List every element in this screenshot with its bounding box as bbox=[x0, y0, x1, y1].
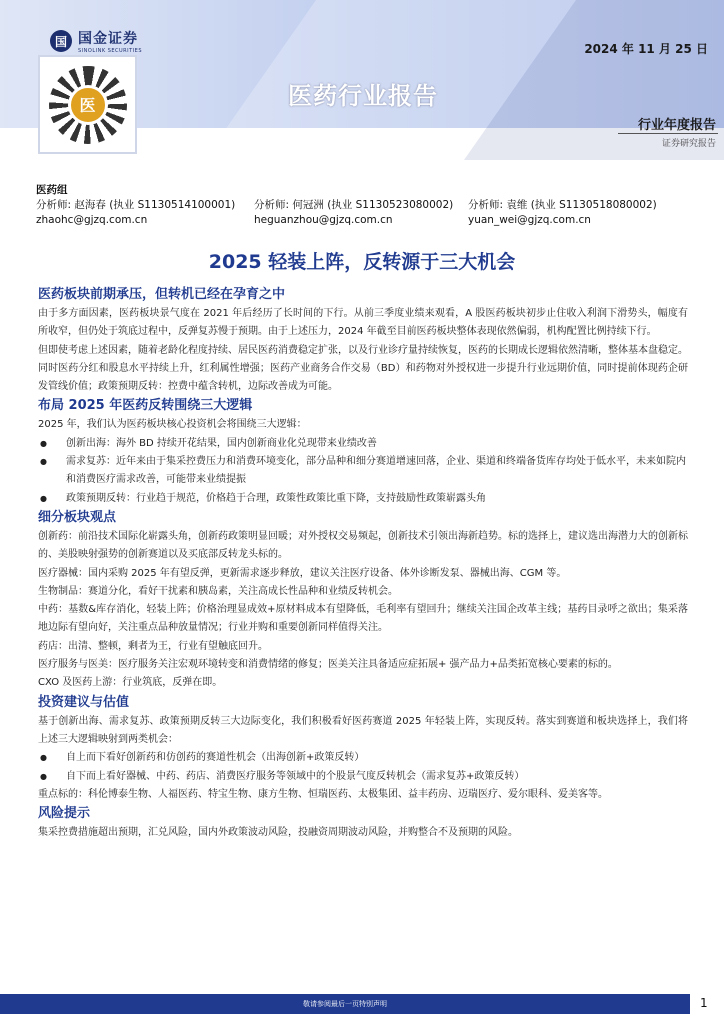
paragraph: 2025 年，我们认为医药板块核心投资机会将围绕三大逻辑： bbox=[38, 419, 307, 431]
divider bbox=[618, 133, 718, 134]
paragraph: 生物制品：赛道分化，看好干扰素和胰岛素，关注高成长性品种和业绩反转机会。 bbox=[38, 585, 398, 597]
paragraph: CXO 及医药上游：行业筑底，反弹在即。 bbox=[38, 677, 223, 689]
analyst-email[interactable]: zhaohc@gjzq.com.cn bbox=[36, 214, 148, 226]
paragraph: 医疗器械：国内采购 2025 年有望反弹，更新需求逐步释放，建议关注医疗设备、体外诊断发泵、器械出海、CGM 等。 bbox=[38, 567, 567, 579]
page-number: 1 bbox=[700, 996, 708, 1010]
list-item: ● 自上而下看好创新药和仿创药的赛道性机会（出海创新+政策反转） bbox=[38, 749, 688, 767]
analyst-email[interactable]: heguanzhou@gjzq.com.cn bbox=[254, 214, 393, 226]
analyst-label: 分析师: 何冠洲 (执业 S1130523080002) bbox=[254, 199, 454, 211]
paragraph: 由于多方面因素，医药板块景气度在 2021 年后经历了长时间的下行。从前三季度业绩来观看，A 股医药板块初步止住收入利润下滑势头，幅度有所收窄，但仍处于筑底过程中，反弹复苏慢于预期。由于上述压力，2024 年截至目前医药板块整体表现依然偏弱，机构配置比例持续下行。 bbox=[38, 308, 688, 338]
paragraph: 基于创新出海、需求复苏、政策预期反转三大边际变化，我们积极看好医药赛道 2025 年轻装上阵，实现反转。落实到赛道和板块选择上，我们将上述三大逻辑映射到两类机会： bbox=[38, 715, 688, 745]
qr-code-icon bbox=[38, 55, 137, 154]
logo-text-en: SINOLINK SECURITIES bbox=[78, 48, 142, 54]
paragraph: 医疗服务与医美：医疗服务关注宏观环境转变和消费情绪的修复；医美关注具备适应症拓展+ 强产品力+品类拓宽核心要素的标的。 bbox=[38, 659, 618, 671]
analyst-label: 分析师: 赵海春 (执业 S1130514100001) bbox=[36, 199, 236, 211]
paragraph: 创新药：前沿技术国际化崭露头角，创新药政策明显回暖；对外授权交易频起，创新技术引领出海新趋势。标的选择上，建议选出海潜力大的创新标的、美股映射强势的创新赛道以及买底部反转龙头标的。 bbox=[38, 530, 688, 561]
list-item: ● 政策预期反转：行业趋于规范，价格趋于合理，政策性政策比重下降，支持鼓励性政策崭露头角 bbox=[38, 490, 688, 508]
qr-logo: 医 bbox=[68, 85, 108, 125]
section-heading: 细分板块观点 bbox=[38, 509, 117, 525]
report-subtype: 证券研究报告 bbox=[661, 139, 716, 149]
bullet-list bbox=[38, 435, 688, 508]
team-name: 医药组 bbox=[36, 184, 68, 196]
list-item: ● 自下而上看好器械、中药、药店、消费医疗服务等领域中的个股景气度反转机会（需求复苏+政策反转） bbox=[38, 768, 688, 786]
section-heading: 风险提示 bbox=[38, 806, 91, 822]
page-footer bbox=[0, 994, 724, 1024]
section-heading: 投资建议与估值 bbox=[38, 694, 130, 710]
document-title: 2025 轻装上阵，反转源于三大机会 bbox=[208, 251, 516, 273]
analyst-row bbox=[36, 198, 716, 213]
paragraph: 但即使考虑上述因素，随着老龄化程度持续、居民医药消费稳定扩张，以及行业诊疗量持续恢复，医药的长期成长逻辑依然清晰，整体基本盘稳定。同时医药分红和股息水平持续上升，红利属性增强；医药产业商务合作交易（BD）和药物对外授权进一步提升行业远期价值，同时提前体现药企研发管线价值；政策预期反转：控费中蕴含转机，边际改善成为可能。 bbox=[38, 344, 688, 393]
paragraph: 重点标的：科伦博泰生物、人福医药、特宝生物、康方生物、恒瑞医药、太极集团、益丰药房、迈瑞医疗、爱尔眼科、爱美客等。 bbox=[38, 788, 608, 800]
list-item: ● 需求复苏：近年来由于集采控费压力和消费环境变化，部分品种和细分赛道增速回落，企业、渠道和终端备货库存均处于低水平，未来如院内和消费医疗需求改善，可能带来业绩提振 bbox=[38, 453, 688, 490]
qr-pattern bbox=[49, 66, 127, 144]
bullet-list bbox=[38, 749, 688, 786]
analyst-label: 分析师: 袁维 (执业 S1130518080002) bbox=[468, 199, 657, 211]
report-body bbox=[38, 285, 688, 842]
logo-icon: 国 bbox=[50, 30, 72, 52]
report-type: 行业年度报告 bbox=[637, 118, 716, 133]
report-date: 2024 年 11 月 25 日 bbox=[584, 42, 708, 56]
email-row bbox=[36, 213, 716, 228]
section-heading: 布局 2025 年医药反转围绕三大逻辑 bbox=[38, 398, 253, 414]
analyst-email[interactable]: yuan_wei@gjzq.com.cn bbox=[468, 214, 591, 226]
section-heading: 医药板块前期承压，但转机已经在孕育之中 bbox=[38, 287, 286, 302]
paragraph: 中药：基数&库存消化，轻装上阵；价格治理显成效+原材料成本有望降低，毛利率有望回升；继续关注国企改革主线；基药目录呼之欲出；集采落地边际有望向好，关注重点品种放量情况；行业并购和重要创新同样值得关注。 bbox=[38, 604, 688, 634]
brand-logo bbox=[50, 28, 142, 54]
list-item: ● 创新出海：海外 BD 持续开花结果，国内创新商业化兑现带来业绩改善 bbox=[38, 435, 688, 453]
author-block bbox=[36, 183, 716, 228]
industry-title: 医药行业报告 bbox=[288, 82, 438, 110]
paragraph: 集采控费措施超出预期，汇兑风险，国内外政策波动风险，投融资周期波动风险，并购整合不及预期的风险。 bbox=[38, 827, 518, 839]
disclaimer-link[interactable]: 敬请参阅最后一页特别声明 bbox=[303, 1000, 387, 1008]
paragraph: 药店：出清、整顿，剩者为王，行业有望触底回升。 bbox=[38, 640, 268, 652]
report-header bbox=[0, 0, 724, 160]
logo-text: 国金证券 bbox=[78, 31, 138, 47]
